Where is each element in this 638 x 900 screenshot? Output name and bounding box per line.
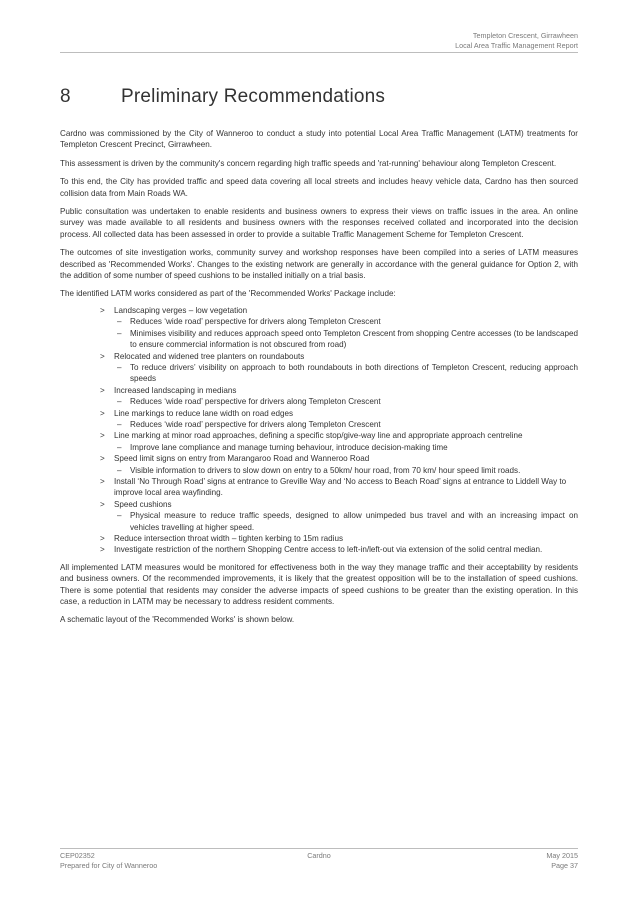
works-sub-list: [114, 465, 578, 476]
works-list-item: [60, 351, 578, 385]
footer-prepared-for: Prepared for City of Wanneroo: [60, 861, 158, 870]
works-sub-item: [114, 419, 578, 430]
works-sub-item-text: Visible information to drivers to slow down on entry to a 50km/ hour road, from 70 km/ hour speed limit roads.: [130, 465, 521, 475]
works-item-label: Relocated and widened tree planters on roundabouts: [114, 351, 305, 361]
bullet-marker: >: [100, 545, 105, 555]
sub-bullet-marker: –: [117, 328, 122, 338]
works-list-item: [60, 476, 578, 499]
works-item-label: Install ‘No Through Road’ signs at entrance to Greville Way and ‘No access to Beach Road’ signs at entrance to Liddell Way to improve local area wayfinding.: [114, 476, 567, 498]
works-list-item: [60, 385, 578, 408]
works-item-label: Investigate restriction of the northern Shopping Centre access to left-in/left-out via extension of the solid central median.: [114, 545, 543, 555]
works-list-item: [60, 305, 578, 351]
paragraph: A schematic layout of the 'Recommended Works' is shown below.: [60, 615, 295, 625]
works-sub-item-text: Minimises visibility and reduces approach speed onto Templeton Crescent from shopping Centre accesses (to be landscaped to ensure commercial information is not obscured from road): [130, 328, 578, 350]
bullet-marker: >: [100, 499, 105, 509]
sub-bullet-marker: –: [117, 362, 122, 372]
header-report-title: Local Area Traffic Management Report: [455, 41, 578, 50]
sub-bullet-marker: –: [117, 465, 122, 475]
footer-divider: [60, 848, 578, 849]
running-header: [455, 31, 578, 51]
section-heading: [60, 86, 385, 108]
footer-company: Cardno: [307, 851, 331, 860]
works-item-label: Line markings to reduce lane width on road edges: [114, 408, 294, 418]
works-sub-item: [114, 396, 578, 407]
bullet-marker: >: [100, 476, 105, 486]
intro-paragraphs: [60, 128, 578, 300]
recommended-works-list: [60, 305, 578, 556]
works-sub-list: [114, 510, 578, 533]
works-item-label: Speed limit signs on entry from Marangaroo Road and Wanneroo Road: [114, 454, 370, 464]
paragraph: All implemented LATM measures would be monitored for effectiveness both in the way they manage traffic and their acceptability by residents and business owners. Of the recommended improvements, it is likely that the greatest opposition will be to the installation of speed cushions. There is some potential that residents may consider the adverse impacts of speed cushions to be greater than the existing operation. In this case, a reduction in LATM may be necessary to address resident comments.: [60, 562, 578, 607]
works-sub-item-text: Reduces ‘wide road’ perspective for drivers along Templeton Crescent: [130, 317, 381, 327]
footer-date: May 2015: [546, 851, 578, 860]
works-sub-item: [114, 465, 578, 476]
bullet-marker: >: [100, 431, 105, 441]
sub-bullet-marker: –: [117, 442, 122, 452]
sub-bullet-marker: –: [117, 419, 122, 429]
body-content: [60, 128, 578, 633]
works-sub-list: [114, 442, 578, 453]
bullet-marker: >: [100, 454, 105, 464]
bullet-marker: >: [100, 385, 105, 395]
footer-right: [546, 851, 578, 871]
bullet-marker: >: [100, 408, 105, 418]
works-list-item: [60, 533, 578, 544]
sub-bullet-marker: –: [117, 511, 122, 521]
footer-reference: CEP02352: [60, 851, 95, 860]
works-list-item: [60, 453, 578, 476]
works-list-item: [60, 499, 578, 533]
works-sub-item: [114, 328, 578, 351]
paragraph: This assessment is driven by the community's concern regarding high traffic speeds and 'rat-running' behaviour along Templeton Crescent.: [60, 158, 557, 168]
works-list-item: [60, 430, 578, 453]
paragraph: To this end, the City has provided traffic and speed data covering all local streets and includes heavy vehicle data, Cardno has then sourced collision data from Main Roads WA.: [60, 177, 578, 198]
works-sub-item: [114, 510, 578, 533]
works-sub-item-text: To reduce drivers’ visibility on approach to both roundabouts in both directions of Templeton Crescent, reducing approach speeds: [130, 362, 578, 384]
works-sub-item-text: Physical measure to reduce traffic speeds, designed to allow unimpeded bus travel and with an increasing impact on vehicles travelling at higher speed.: [130, 511, 578, 532]
works-sub-item: [114, 442, 578, 453]
paragraph: The identified LATM works considered as part of the 'Recommended Works' Package include:: [60, 289, 396, 299]
works-sub-list: [114, 396, 578, 407]
bullet-marker: >: [100, 351, 105, 361]
section-number: 8: [60, 86, 71, 107]
paragraph: Public consultation was undertaken to enable residents and business owners to express their views on traffic issues in the area. An online survey was made available to all residents and business owners with the responses received collated and incorporated into the decision process. All collected data has been assessed in order to provide a suitable Traffic Management Scheme for Templeton Crescent.: [60, 207, 578, 239]
section-title: Preliminary Recommendations: [121, 86, 386, 107]
bullet-marker: >: [100, 534, 105, 543]
works-sub-list: [114, 362, 578, 385]
works-item-label: Line marking at minor road approaches, defining a specific stop/give-way line and appropriate approach centreline: [114, 431, 523, 441]
works-sub-list: [114, 316, 578, 350]
works-item-label: Increased landscaping in medians: [114, 385, 237, 395]
works-item-label: Landscaping verges – low vegetation: [114, 305, 248, 315]
paragraph: Cardno was commissioned by the City of Wanneroo to conduct a study into potential Local Area Traffic Management (LATM) treatments for Templeton Crescent Precinct, Girrawheen.: [60, 129, 578, 150]
footer-page-number: Page 37: [551, 861, 578, 870]
bullet-marker: >: [100, 305, 105, 315]
works-item-label: Speed cushions: [114, 499, 172, 509]
works-item-label: Reduce intersection throat width – tighten kerbing to 15m radius: [114, 534, 344, 543]
closing-paragraphs: [60, 562, 578, 626]
works-sub-item-text: Improve lane compliance and manage turning behaviour, introduce decision-making time: [130, 442, 448, 452]
works-sub-item-text: Reduces ‘wide road’ perspective for drivers along Templeton Crescent: [130, 419, 381, 429]
sub-bullet-marker: –: [117, 317, 122, 327]
paragraph: The outcomes of site investigation works, community survey and workshop responses have been compiled into a series of LATM measures described as 'Recommended Works'. Changes to the existing network are generally in accordance with the general guidance for Option 2, with the addition of some number of speed cushions to be installed initially on a trial basis.: [60, 248, 578, 281]
header-divider: [60, 52, 578, 53]
sub-bullet-marker: –: [117, 397, 122, 407]
works-sub-list: [114, 419, 578, 430]
works-sub-item: [114, 362, 578, 385]
works-list-item: [60, 544, 578, 555]
works-sub-item: [114, 316, 578, 327]
works-sub-item-text: Reduces ‘wide road’ perspective for drivers along Templeton Crescent: [130, 397, 381, 407]
header-project-title: Templeton Crescent, Girrawheen: [472, 31, 578, 40]
works-list-item: [60, 408, 578, 431]
